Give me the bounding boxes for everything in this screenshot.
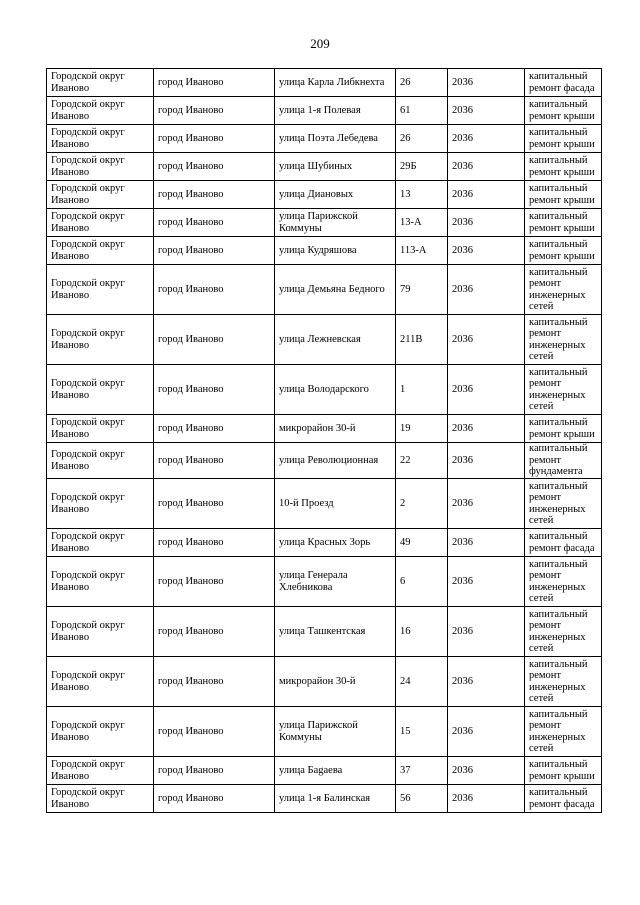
year-cell: 2036 [448,785,525,813]
street-cell: улица Ташкентская [275,607,396,657]
table-row [47,607,602,657]
table-row [47,365,602,415]
house-number-cell: 13 [396,181,448,209]
work-type-cell: капитальный ремонт инженерных сетей [525,265,602,315]
city-cell: город Иваново [154,785,275,813]
house-number-cell: 113-А [396,237,448,265]
city-cell: город Иваново [154,557,275,607]
year-cell: 2036 [448,657,525,707]
district-cell: Городской округ Иваново [47,785,154,813]
house-number-cell: 2 [396,479,448,529]
house-number-cell: 26 [396,69,448,97]
work-type-cell: капитальный ремонт инженерных сетей [525,707,602,757]
district-cell: Городской округ Иваново [47,757,154,785]
district-cell: Городской округ Иваново [47,365,154,415]
year-cell: 2036 [448,69,525,97]
city-cell: город Иваново [154,97,275,125]
work-type-cell: капитальный ремонт инженерных сетей [525,479,602,529]
table-row [47,265,602,315]
table-row [47,529,602,557]
street-cell: микрорайон 30-й [275,657,396,707]
table-row [47,707,602,757]
work-type-cell: капитальный ремонт крыши [525,97,602,125]
table-row [47,153,602,181]
street-cell: 10-й Проезд [275,479,396,529]
city-cell: город Иваново [154,707,275,757]
table-row [47,557,602,607]
district-cell: Городской округ Иваново [47,69,154,97]
year-cell: 2036 [448,315,525,365]
street-cell: улица Красных Зорь [275,529,396,557]
district-cell: Городской округ Иваново [47,315,154,365]
district-cell: Городской округ Иваново [47,707,154,757]
house-number-cell: 56 [396,785,448,813]
house-number-cell: 26 [396,125,448,153]
year-cell: 2036 [448,181,525,209]
year-cell: 2036 [448,443,525,479]
street-cell: улица Володарского [275,365,396,415]
city-cell: город Иваново [154,415,275,443]
district-cell: Городской округ Иваново [47,443,154,479]
street-cell: улица Революционная [275,443,396,479]
house-number-cell: 16 [396,607,448,657]
house-number-cell: 37 [396,757,448,785]
street-cell: улица Парижской Коммуны [275,707,396,757]
street-cell: улица 1-я Балинская [275,785,396,813]
house-number-cell: 211В [396,315,448,365]
year-cell: 2036 [448,125,525,153]
house-number-cell: 61 [396,97,448,125]
year-cell: 2036 [448,529,525,557]
street-cell: улица Демьяна Бедного [275,265,396,315]
street-cell: микрорайон 30-й [275,415,396,443]
work-type-cell: капитальный ремонт фасада [525,785,602,813]
city-cell: город Иваново [154,315,275,365]
street-cell: улица Карла Либкнехта [275,69,396,97]
year-cell: 2036 [448,209,525,237]
house-number-cell: 13-А [396,209,448,237]
work-type-cell: капитальный ремонт инженерных сетей [525,315,602,365]
year-cell: 2036 [448,237,525,265]
street-cell: улица 1-я Полевая [275,97,396,125]
year-cell: 2036 [448,153,525,181]
year-cell: 2036 [448,707,525,757]
district-cell: Городской округ Иваново [47,209,154,237]
district-cell: Городской округ Иваново [47,181,154,209]
city-cell: город Иваново [154,365,275,415]
district-cell: Городской округ Иваново [47,125,154,153]
city-cell: город Иваново [154,443,275,479]
work-type-cell: капитальный ремонт крыши [525,181,602,209]
work-type-cell: капитальный ремонт инженерных сетей [525,365,602,415]
year-cell: 2036 [448,479,525,529]
table-row [47,69,602,97]
district-cell: Городской округ Иваново [47,97,154,125]
work-type-cell: капитальный ремонт крыши [525,153,602,181]
work-type-cell: капитальный ремонт крыши [525,237,602,265]
street-cell: улица Лежневская [275,315,396,365]
house-number-cell: 24 [396,657,448,707]
work-type-cell: капитальный ремонт фасада [525,69,602,97]
city-cell: город Иваново [154,237,275,265]
district-cell: Городской округ Иваново [47,657,154,707]
table-row [47,657,602,707]
table-row [47,415,602,443]
work-type-cell: капитальный ремонт фасада [525,529,602,557]
city-cell: город Иваново [154,479,275,529]
district-cell: Городской округ Иваново [47,237,154,265]
city-cell: город Иваново [154,209,275,237]
year-cell: 2036 [448,265,525,315]
page-number: 209 [310,36,330,51]
street-cell: улица Кудряшова [275,237,396,265]
work-type-cell: капитальный ремонт крыши [525,757,602,785]
table-row [47,125,602,153]
house-number-cell: 1 [396,365,448,415]
street-cell: улица Шубиных [275,153,396,181]
house-number-cell: 22 [396,443,448,479]
house-number-cell: 15 [396,707,448,757]
work-type-cell: капитальный ремонт крыши [525,209,602,237]
district-cell: Городской округ Иваново [47,153,154,181]
work-type-cell: капитальный ремонт инженерных сетей [525,557,602,607]
table-row [47,181,602,209]
city-cell: город Иваново [154,265,275,315]
city-cell: город Иваново [154,529,275,557]
work-type-cell: капитальный ремонт инженерных сетей [525,607,602,657]
year-cell: 2036 [448,757,525,785]
table-row [47,757,602,785]
year-cell: 2036 [448,607,525,657]
table-row [47,97,602,125]
district-cell: Городской округ Иваново [47,265,154,315]
repair-schedule-table [46,68,602,813]
year-cell: 2036 [448,365,525,415]
city-cell: город Иваново [154,153,275,181]
table-row [47,237,602,265]
district-cell: Городской округ Иваново [47,479,154,529]
table-row [47,315,602,365]
district-cell: Городской округ Иваново [47,415,154,443]
table-row [47,209,602,237]
district-cell: Городской округ Иваново [47,529,154,557]
year-cell: 2036 [448,557,525,607]
city-cell: город Иваново [154,757,275,785]
table-row [47,785,602,813]
work-type-cell: капитальный ремонт крыши [525,415,602,443]
year-cell: 2036 [448,415,525,443]
house-number-cell: 49 [396,529,448,557]
district-cell: Городской округ Иваново [47,557,154,607]
house-number-cell: 6 [396,557,448,607]
work-type-cell: капитальный ремонт инженерных сетей [525,657,602,707]
street-cell: улица Парижской Коммуны [275,209,396,237]
house-number-cell: 79 [396,265,448,315]
work-type-cell: капитальный ремонт фундамента [525,443,602,479]
year-cell: 2036 [448,97,525,125]
city-cell: город Иваново [154,125,275,153]
house-number-cell: 29Б [396,153,448,181]
street-cell: улица Генерала Хлебникова [275,557,396,607]
city-cell: город Иваново [154,607,275,657]
work-type-cell: капитальный ремонт крыши [525,125,602,153]
street-cell: улица Поэта Лебедева [275,125,396,153]
city-cell: город Иваново [154,657,275,707]
district-cell: Городской округ Иваново [47,607,154,657]
city-cell: город Иваново [154,181,275,209]
table-row [47,443,602,479]
street-cell: улица Диановых [275,181,396,209]
street-cell: улица Бagaева [275,757,396,785]
table-row [47,479,602,529]
house-number-cell: 19 [396,415,448,443]
city-cell: город Иваново [154,69,275,97]
